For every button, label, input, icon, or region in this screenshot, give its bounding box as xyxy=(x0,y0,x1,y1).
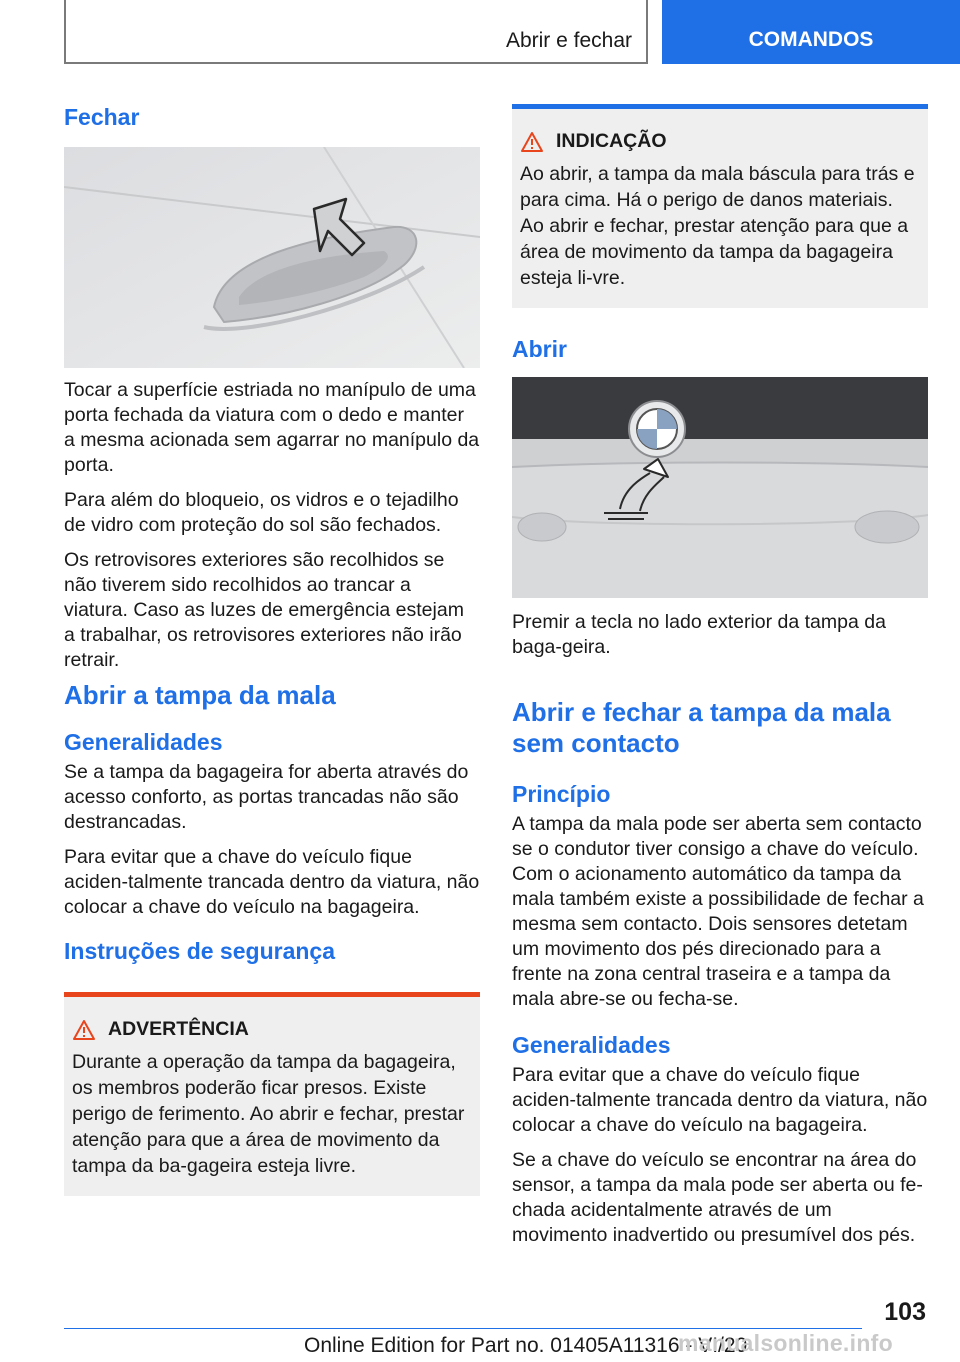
right-text-block-1 xyxy=(512,610,928,670)
trunk-button-image xyxy=(512,377,928,598)
paragraph: Os retrovisores exteriores são recolhidos se não tiverem sido recolhidos ao trancar a viatura. Caso as luzes de emergência estejam a trabalhar, os retrovisores exteriores não irão retrair. xyxy=(64,549,464,671)
warning-header xyxy=(72,1018,472,1041)
warning-bar xyxy=(64,992,480,997)
heading-abrir-wrap xyxy=(512,336,928,367)
footer-edition: Online Edition for Part no. 01405A11316 - VI/20 xyxy=(304,1334,748,1357)
heading-generalidades: Generalidades xyxy=(64,729,223,755)
page-number: 103 xyxy=(884,1298,926,1326)
heading-abrir-tampa: Abrir a tampa da mala xyxy=(64,680,336,710)
notice-triangle-icon xyxy=(520,131,544,153)
left-text-block-2 xyxy=(64,680,480,969)
door-handle-image xyxy=(64,147,480,368)
notice-bar xyxy=(512,104,928,109)
paragraph: A tampa da mala pode ser aberta sem contacto se o condutor tiver consigo a chave do veículo. Com o acionamento automático da tampa da mala também existe a possibilidade de fechar a mesma sem contacto. Dois sensores detetam um movimento dos pés direcionado para a frente na zona central traseira e a tampa da mala abre-se ou fecha-se. xyxy=(512,813,924,1010)
heading-principio: Princípio xyxy=(512,781,611,807)
warning-box xyxy=(64,992,480,1196)
right-text-block-2 xyxy=(512,697,928,1258)
paragraph: Tocar a superfície estriada no manípulo de uma porta fechada da viatura com o dedo e manter a mesma acionada sem agarrar no manípulo da porta. xyxy=(64,379,480,476)
paragraph: Se a chave do veículo se encontrar na área do sensor, a tampa da mala pode ser aberta ou fe-chada acidentalmente através de um movimento inadvertido ou presumível dos pés. xyxy=(512,1149,923,1246)
heading-abrir: Abrir xyxy=(512,336,567,362)
footer-divider xyxy=(64,1328,862,1329)
paragraph: Premir a tecla no lado exterior da tampa da baga-geira. xyxy=(512,611,886,658)
watermark: manualsonline.info xyxy=(678,1330,893,1356)
heading-instrucoes-seguranca: Instruções de segurança xyxy=(64,938,335,964)
notice-box xyxy=(512,104,928,308)
paragraph: Para além do bloqueio, os vidros e o tejadilho de vidro com proteção do sol são fechados. xyxy=(64,489,459,536)
warning-triangle-icon xyxy=(72,1019,96,1041)
header-chapter-tab: COMANDOS xyxy=(662,0,960,64)
heading-sem-contacto: Abrir e fechar a tampa da mala sem contacto xyxy=(512,697,891,758)
header-section-title: Abrir e fechar xyxy=(505,29,632,52)
paragraph: Se a tampa da bagageira for aberta através do acesso conforto, as portas trancadas não são destrancadas. xyxy=(64,761,469,833)
notice-text: Ao abrir, a tampa da mala báscula para trás e para cima. Há o perigo de danos materiais. Ao abrir e fechar, prestar atenção para que a área de movimento da tampa da bagageira esteja li-vre. xyxy=(520,163,915,289)
left-text-block-1 xyxy=(64,378,480,683)
paragraph: Para evitar que a chave do veículo fique aciden-talmente trancada dentro da viatura, não colocar a chave do veículo na bagageira. xyxy=(64,846,480,918)
notice-title: INDICAÇÃO xyxy=(556,130,667,152)
warning-title: ADVERTÊNCIA xyxy=(108,1018,249,1040)
paragraph: Para evitar que a chave do veículo fique aciden-talmente trancada dentro da viatura, não colocar a chave do veículo na bagageira. xyxy=(512,1064,928,1136)
heading-fechar: Fechar xyxy=(64,104,140,130)
heading-generalidades-2: Generalidades xyxy=(512,1032,671,1058)
header-box xyxy=(64,0,648,64)
notice-header xyxy=(520,130,920,153)
warning-text: Durante a operação da tampa da bagageira, os membros poderão ficar presos. Existe perigo de ferimento. Ao abrir e fechar, prestar atenção para que a área de movimento da tampa da ba-gageira esteja livre. xyxy=(72,1051,465,1177)
